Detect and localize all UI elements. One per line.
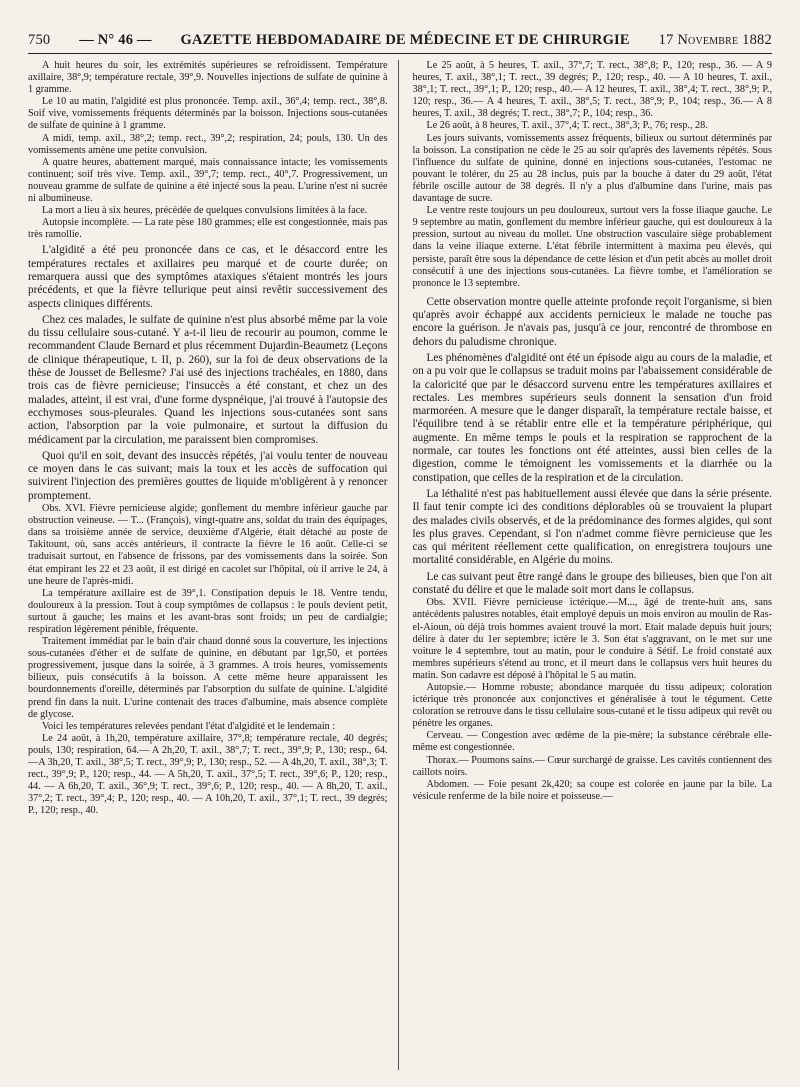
paragraph: Le 25 août, à 5 heures, T. axil., 37°,7; T. rect., 38°,8; P., 120; resp., 36. — A 9 heures, T. axil., 38°,1; T. rect., 39 degrés; P., 120; resp., 40. — A 10 heures, T. axil., 38°,1; T. rect., 39°,1; P., 120; resp., 40.— A 12 heures, T. axil., 38°,4; T. rect., 38°,9; P., 120; resp., 36.— A 4 heures, T. axil., 38°,5; T. rect., 38°,9; P., 104; resp., 36.— A 8 heures, T. axil., 38 degrés; T. rect., 38°,7; P., 104; resp., 36. [412, 60, 772, 120]
paragraph: Chez ces malades, le sulfate de quinine n'est plus absorbé même par la voie du tissu cellulaire sous-cutané. Y a-t-il lieu de recourir au poumon, comme le recommandent Claude Bernard et plus récemment Dujardin-Beaumetz (Leçons de clinique thérapeutique, t. II, p. 260), sur la foi de deux observations de la thèse de Jousset de Bellesme? J'ai usé des injections trachéales, en 1880, dans trois cas de fièvre pernicieuse; l'insuccès a été constant, et chez un des malades, atteint, il est vrai, d'une forme dyspnéique, j'ai trouvé à l'autopsie des ecchymoses sous-pleurales. Quand les injections sous-cutanées sont sans action, l'absorption par la voie pulmonaire, et surtout la diffusion du médicament par la circulation, me paraissent bien compromises. [28, 313, 388, 446]
issue-date: 17 Novembre 1882 [658, 32, 772, 48]
paragraph: Autopsie.— Homme robuste; abondance marquée du tissu adipeux; coloration ictérique très prononcée aux conjonctives et généralisée à tout le tégument. Cette coloration se retrouve dans le tissu cellulaire sous-cutané et le tissu adipeux qui revêt ou pénètre les organes. [412, 681, 772, 730]
journal-title: GAZETTE HEBDOMADAIRE DE MÉDECINE ET DE CHIRURGIE [180, 32, 630, 48]
paragraph: Le ventre reste toujours un peu douloureux, surtout vers la fosse iliaque gauche. Le 9 septembre au matin, gonflement du membre inférieur gauche, qui est douloureux à la pression, surtout au niveau du mollet. Une obstruction vasculaire siège probablement dans la veine iliaque externe. L'état fébrile intermittent à maxima peu élevés, qui persiste, paraît être sous la dépendance de cette lésion et d'un petit abcès au mollet droit consécutif à une des injections sous-cutanées. La fièvre tombe, et l'amélioration se prononce le 13 septembre. [412, 205, 772, 289]
paragraph: Les phénomènes d'algidité ont été un épisode aigu au cours de la maladie, et on a pu voir que le collapsus se traduit moins par l'abaissement considérable de la caloricité que par le désaccord survenu entre les températures axillaires et rectales. Les membres supérieurs seuls donnent la sensation d'un froid marmoréen. A mesure que le danger disparaît, la température rectale baisse, et l'équilibre tend à se rétablir entre elle et la température périphérique, qui augmente. En même temps le pouls et la respiration se rapprochent de la normale, car toutes les fonctions ont été atteintes, aussi bien celles de la digestion, comme le témoignent les vomissements et la diarrhée ou la constipation, que celles de la respiration et de la circulation. [412, 351, 772, 484]
paragraph: Obs. XVII. Fièvre pernicieuse ictérique.—M..., âgé de trente-huit ans, sans antécédents palustres notables, était employé depuis un mois environ au moulin de Ras-el-Aioun, où déjà trois hommes avaient trouvé la mort. Etait malade depuis huit jours; délire à dater du 1er septembre; ictère le 3. Son état s'aggravant, on le met sur une voiture le 4 septembre, tout au matin, pour le conduire à Sétif. Le froid constaté aux membres supérieurs s'étend au tronc, et il meurt dans le collapsus vers huit heures du matin. Son cadavre est déposé à l'hôpital le 5 au matin. [412, 597, 772, 681]
paragraph: La température axillaire est de 39°,1. Constipation depuis le 18. Ventre tendu, douloureux à la pression. Tout à coup symptômes de collapsus : le pouls devient petit, surtout à gauche; les mains et les avant-bras sont froids; un peu de cardialgie; respiration légèrement pénible, fréquente. [28, 587, 388, 635]
paragraph: L'algidité a été peu prononcée dans ce cas, et le désaccord entre les températures rectales et axillaires peu marqué et de courte durée; on remarquera aussi que des symptômes ataxiques s'étaient montrés les jours précédents, et que la fièvre tellurique peut ainsi revêtir successivement des aspects cliniques différents. [28, 244, 388, 310]
page-header [28, 32, 772, 54]
paragraph: La mort a lieu à six heures, précédée de quelques convulsions limitées à la face. [42, 205, 368, 217]
paragraph: Traitement immédiat par le bain d'air chaud donné sous la couverture, les injections sous-cutanées d'éther et de sulfate de quinine, en débutant par 1gr,50, et portées progressivement, jusque dans la soirée, à 3 grammes. A trois heures, vomissements bilieux, puis consécutifs à la boisson. A cette même heure apparaissent les bourdonnements d'oreille, déterminés par l'absorption du sulfate de quinine. L'algidité prend fin dans la nuit. L'urine contenait des traces d'albumine, mais absence complète de glycose. [28, 636, 388, 720]
paragraph: Autopsie incomplète. — La rate pèse 180 grammes; elle est congestionnée, mais pas très ramollie. [28, 217, 388, 241]
right-column [413, 60, 773, 1070]
text-columns [28, 60, 772, 1070]
paragraph: A quatre heures, abattement marqué, mais connaissance intacte; les vomissements continuent; soif très vive. Temp. axil., 39°,7; temp. rect., 40°,7. Progressivement, un nouveau gramme de sulfate de quinine a été injecté sous la peau. L'urine n'est ni sucrée ni albumineuse. [28, 156, 388, 205]
issue-number: — N° 46 — [79, 32, 152, 48]
paragraph: Le 10 au matin, l'algidité est plus prononcée. Temp. axil., 36°,4; temp. rect., 38°,8. Soif vive, vomissements fréquents déterminés par la boisson. Injections sous-cutanées de sulfate de quinine à 1 gramme. [28, 96, 388, 132]
paragraph: La léthalité n'est pas habituellement aussi élevée que dans la série présente. Il faut tenir compte ici des conditions déplorables où se trouvaient la plupart des malades civils observés, et de la prédominance des formes algides, qui sont les plus graves. Cependant, si l'on n'admet comme fièvre pernicieuse que les cas qui méritent réellement cette qualification, on enregistrera toujours une mortalité considérable, en Algérie du moins. [412, 487, 772, 567]
paragraph: A midi, temp. axil., 38°,2; temp. rect., 39°,2; respiration, 24; pouls, 130. Un des vomissements amène une petite convulsion. [28, 132, 388, 156]
paragraph: Le 24 août, à 1h,20, température axillaire, 37°,8; température rectale, 40 degrés; pouls, 130; respiration, 64.— A 2h,20, T. axil., 38°,7; T. rect., 39°,9; P., 130; resp., 64.—A 3h,20, T. axil., 38°,5; T. rect., 39°,9; P., 130; resp., 52. — A 4h,20, T. axil., 38°,3; T. rect., 39°,9; P., 120; resp., 44. — A 5h,20, T. axil., 37°,5; T. rect., 39°,6; P., 120; resp., 44. — A 6h,20, T. axil., 36°,9; T. rect., 39°,6; P., 120; resp., 40. — A 8h,20, T. axil., 37°,2; T. rect., 39°,4; P., 120; resp., 40. — A 10h,20, T. axil., 37°,1; T. rect., 39 degrés; P., 120; resp., 40. [28, 732, 388, 817]
paragraph: Quoi qu'il en soit, devant des insuccès répétés, j'ai voulu tenter de nouveau ce moyen dans le cas suivant; mais la toux et les accès de suffocation qui suivirent l'injection des premières gouttes de liquide m'obligèrent à y renoncer promptement. [28, 449, 388, 502]
paragraph: Obs. XVI. Fièvre pernicieuse algide; gonflement du membre inférieur gauche par obstruction veineuse. — T... (François), vingt-quatre ans, soldat du train des équipages, dans sa troisième année de service, deuxième d'Algérie, était détaché au poste de Takitount, où, sans accès antérieurs, il contracte la fièvre le 16 août. Celle-ci se traduisait surtout, en l'absence de frissons, par des vomissements dans la soirée. Son état empirant les 22 et 23 août, il est dirigé en cacolet sur l'hôpital, où il arrive le 24, à une heure de l'après-midi. [28, 503, 388, 587]
paragraph: Le cas suivant peut être rangé dans le groupe des bilieuses, bien que l'on ait constaté du délire et que le malade soit mort dans le collapsus. [412, 570, 772, 597]
paragraph: A huit heures du soir, les extrémités supérieures se refroidissent. Température axillaire, 38°,9; température rectale, 39°,9. Nouvelles injections de sulfate de quinine à 1 gramme. [28, 60, 388, 96]
paragraph: Cerveau. — Congestion avec œdème de la pie-mère; la substance cérébrale elle-même est congestionnée. [412, 730, 772, 754]
paragraph: Voici les températures relevées pendant l'état d'algidité et le lendemain : [42, 720, 336, 732]
page-number: 750 [28, 32, 51, 48]
paragraph: Les jours suivants, vomissements assez fréquents, bilieux ou surtout déterminés par la boisson. La constipation ne cède le 25 au soir qu'après des lavements répétés. Sous l'influence du sulfate de quinine, donné en injections sous-cutanées, l'estomac ne pouvant le tolérer, du 25 au 28 inclus, puis par la bouche à dater du 29 août, l'état fébrile oscille autour de 38 degrés. Il n'y a plus d'albumine dans l'urine, mais pas davantage de sucre. [412, 132, 772, 205]
paragraph: Cette observation montre quelle atteinte profonde reçoit l'organisme, si bien qu'après avoir échappé aux accidents pernicieux le malade ne touche pas encore la guérison. Je n'avais pas, jusqu'à ce jour, rencontré de thrombose en dehors du paludisme chronique. [412, 295, 772, 348]
paragraph: Abdomen. — Foie pesant 2k,420; sa coupe est colorée en jaune par la bile. La vésicule renferme de la bile noire et poisseuse.— [412, 778, 772, 802]
paragraph: Le 26 août, à 8 heures, T. axil., 37°,4; T. rect., 38°,3; P., 76; resp., 28. [426, 120, 708, 132]
left-column [28, 60, 399, 1070]
paragraph: Thorax.— Poumons sains.— Cœur surchargé de graisse. Les cavités contiennent des caillots noirs. [412, 754, 772, 778]
